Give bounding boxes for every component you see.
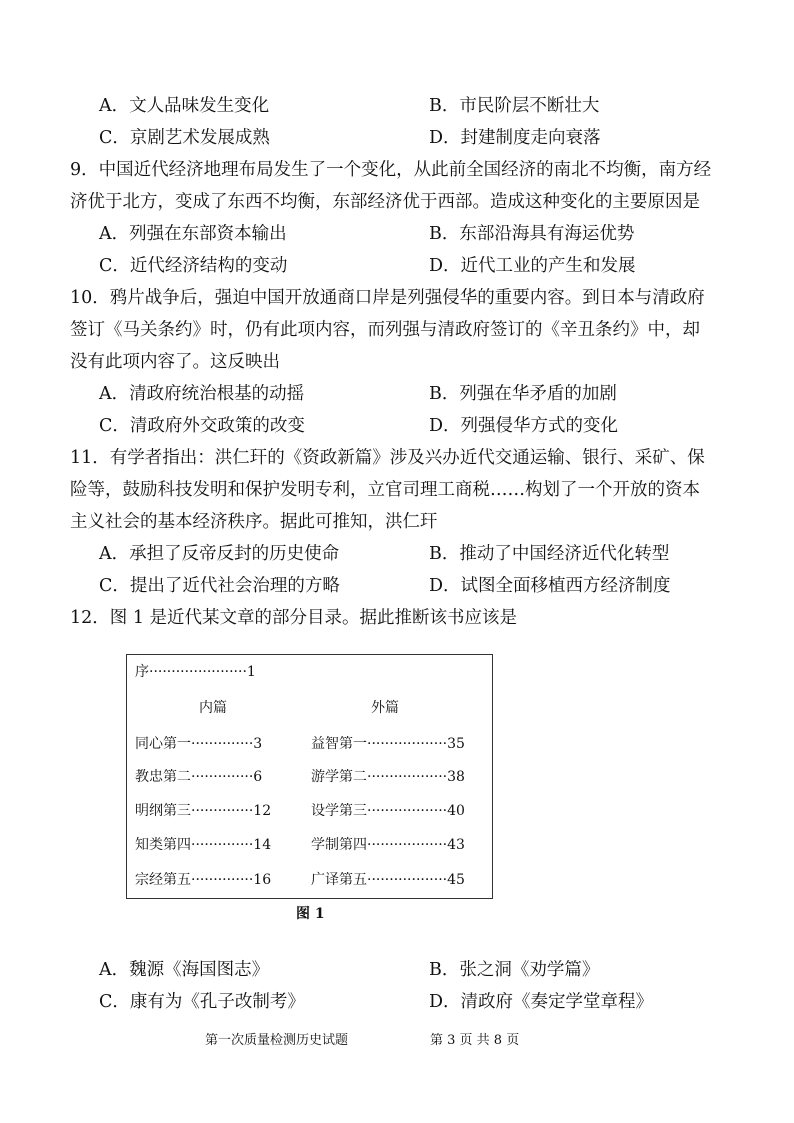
q12-option-a: A．魏源《海国图志》	[99, 960, 270, 980]
toc-outer-item: 设学第三··················40	[311, 803, 465, 819]
toc-inner-item: 教忠第二··············6	[135, 769, 263, 785]
toc-inner-title: 内篇	[199, 700, 227, 716]
q10-stem-line2: 签订《马关条约》时，仍有此项内容，而列强与清政府签订的《辛丑条约》中，却	[70, 320, 700, 340]
q12-stem: 12．图 1 是近代某文章的部分目录。据此推断该书应该是	[70, 608, 518, 628]
q12-option-d: D．清政府《奏定学堂章程》	[429, 992, 654, 1012]
q10-stem-line3: 没有此项内容了。这反映出	[70, 352, 280, 372]
toc-preface: 序······················1	[135, 664, 256, 680]
toc-outer-item: 游学第二··················38	[311, 769, 465, 785]
footer-title: 第一次质量检测历史试题	[205, 1033, 349, 1048]
toc-inner-item: 知类第四··············14	[135, 837, 272, 853]
toc-outer-item: 益智第一··················35	[311, 736, 465, 752]
q9-stem-line2: 济优于北方，变成了东西不均衡，东部经济优于西部。造成这种变化的主要原因是	[70, 192, 700, 212]
toc-outer-title: 外篇	[371, 700, 399, 716]
q11-stem-line2: 险等，鼓励科技发明和保护发明专利，立官司理工商税……构划了一个开放的资本	[70, 480, 700, 500]
q11-option-b: B．推动了中国经济近代化转型	[429, 544, 670, 564]
q12-option-c: C．康有为《孔子改制考》	[99, 992, 305, 1012]
q11-stem-line1: 11．有学者指出：洪仁玕的《资政新篇》涉及兴办近代交通运输、银行、采矿、保	[70, 448, 705, 468]
q9-stem-line1: 9．中国近代经济地理布局发生了一个变化，从此前全国经济的南北不均衡，南方经	[70, 160, 712, 180]
q10-option-d: D．列强侵华方式的变化	[429, 416, 619, 436]
toc-outer-item: 学制第四··················43	[311, 837, 465, 853]
toc-inner-item: 明纲第三··············12	[135, 803, 272, 819]
q9-option-b: B．东部沿海具有海运优势	[429, 224, 635, 244]
toc-outer-item: 广译第五··················45	[311, 872, 465, 888]
toc-inner-item: 宗经第五··············16	[135, 872, 272, 888]
q8-option-b: B．市民阶层不断壮大	[429, 96, 600, 116]
q8-option-d: D．封建制度走向衰落	[429, 128, 601, 148]
q12-option-b: B．张之洞《劝学篇》	[429, 960, 600, 980]
q10-option-c: C．清政府外交政策的改变	[99, 416, 305, 436]
toc-inner-item: 同心第一··············3	[135, 736, 263, 752]
q9-option-d: D．近代工业的产生和发展	[429, 256, 636, 276]
q11-stem-line3: 主义社会的基本经济秩序。据此可推知，洪仁玕	[70, 512, 438, 532]
q9-option-a: A．列强在东部资本输出	[99, 224, 287, 244]
footer-page-number: 第 3 页 共 8 页	[430, 1033, 520, 1048]
q11-option-a: A．承担了反帝反封的历史使命	[99, 544, 340, 564]
q11-option-d: D．试图全面移植西方经济制度	[429, 576, 671, 596]
q10-stem-line1: 10．鸦片战争后，强迫中国开放通商口岸是列强侵华的重要内容。到日本与清政府	[70, 288, 705, 308]
q10-option-a: A．清政府统治根基的动摇	[99, 384, 305, 404]
q10-option-b: B．列强在华矛盾的加剧	[429, 384, 617, 404]
q8-option-c: C．京剧艺术发展成熟	[99, 128, 270, 148]
q11-option-c: C．提出了近代社会治理的方略	[99, 576, 340, 596]
figure-1-caption: 图 1	[296, 906, 325, 922]
q8-option-a: A．文人品味发生变化	[99, 96, 270, 116]
q9-option-c: C．近代经济结构的变动	[99, 256, 288, 276]
figure-1-toc	[126, 654, 493, 899]
